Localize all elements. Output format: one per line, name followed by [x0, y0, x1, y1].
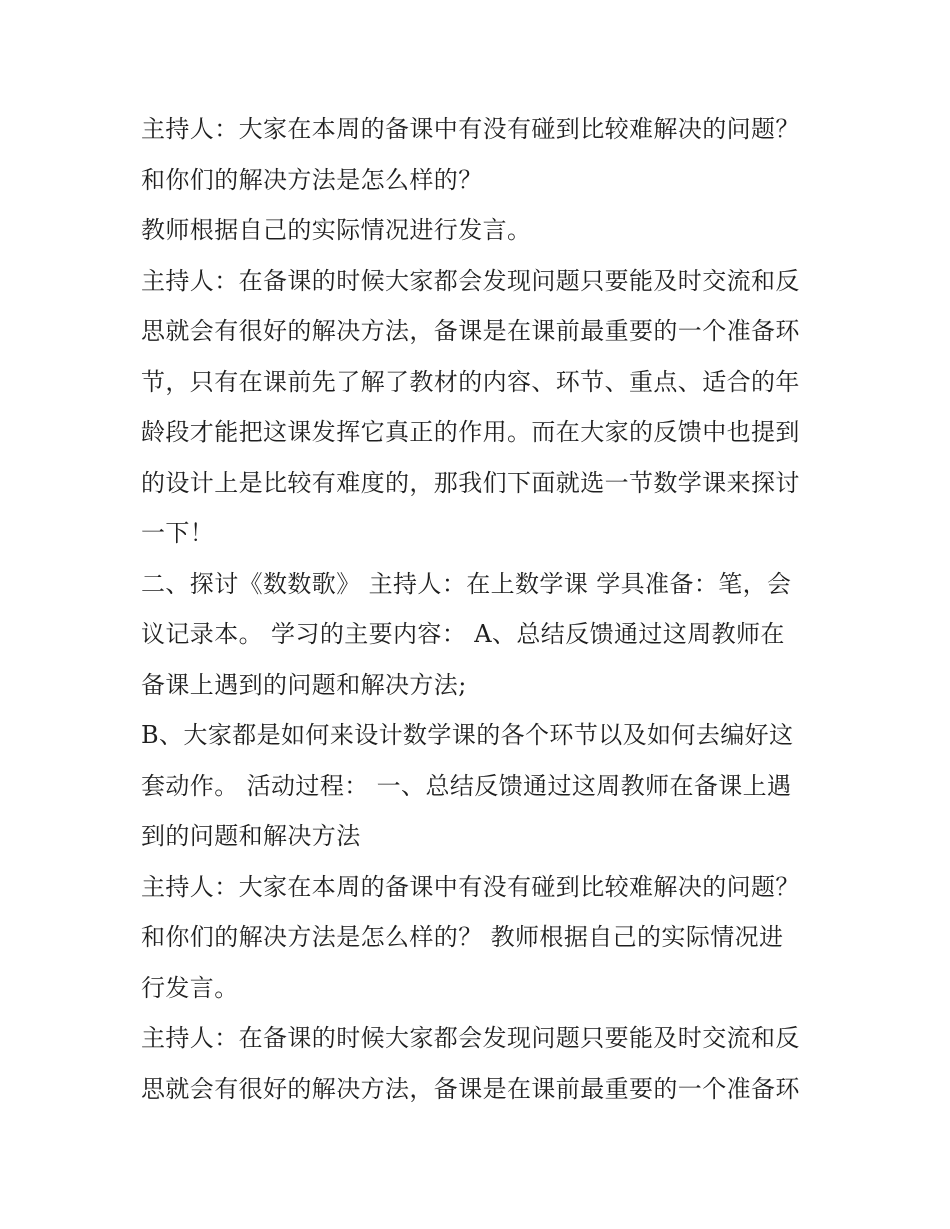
text-line: 节，只有在课前先了解了教材的内容、环节、重点、适合的年 — [141, 367, 800, 396]
text-line: 主持人：大家在本周的备课中有没有碰到比较难解决的问题？ — [141, 872, 800, 901]
text-line: 议记录本。 学习的主要内容： A、总结反馈通过这周教师在 — [141, 620, 785, 648]
text-line: 主持人：在备课的时候大家都会发现问题只要能及时交流和反 — [141, 266, 800, 295]
text-line: 思就会有很好的解决方法，备课是在课前最重要的一个准备环 — [141, 317, 800, 345]
text-line: 的设计上是比较有难度的，那我们下面就选一节数学课来探讨 — [141, 468, 800, 497]
text-line: 到的问题和解决方法 — [141, 822, 361, 850]
text-line: 主持人：大家在本周的备课中有没有碰到比较难解决的问题？ — [141, 115, 800, 143]
text-line: 思就会有很好的解决方法，备课是在课前最重要的一个准备环 — [141, 1074, 800, 1103]
text-line: B、大家都是如何来设计数学课的各个环节以及如何去编好这 — [141, 721, 794, 749]
text-line: 备课上遇到的问题和解决方法; — [141, 670, 467, 699]
text-line: 主持人：在备课的时候大家都会发现问题只要能及时交流和反 — [141, 1024, 800, 1052]
text-line: 行发言。 — [141, 973, 239, 1002]
text-line: 套动作。 活动过程： 一、总结反馈通过这周教师在备课上遇 — [141, 771, 792, 800]
text-line: 和你们的解决方法是怎么样的？ 教师根据自己的实际情况进 — [141, 923, 784, 951]
text-line: 一下！ — [141, 519, 215, 547]
text-line: 和你们的解决方法是怎么样的？ — [141, 165, 483, 194]
text-line: 龄段才能把这课发挥它真正的作用。而在大家的反馈中也提到 — [141, 418, 800, 446]
text-line: 二、探讨《数数歌》 主持人：在上数学课 学具准备：笔，会 — [141, 569, 792, 598]
document-body — [141, 104, 821, 1114]
text-line: 教师根据自己的实际情况进行发言。 — [141, 216, 532, 244]
